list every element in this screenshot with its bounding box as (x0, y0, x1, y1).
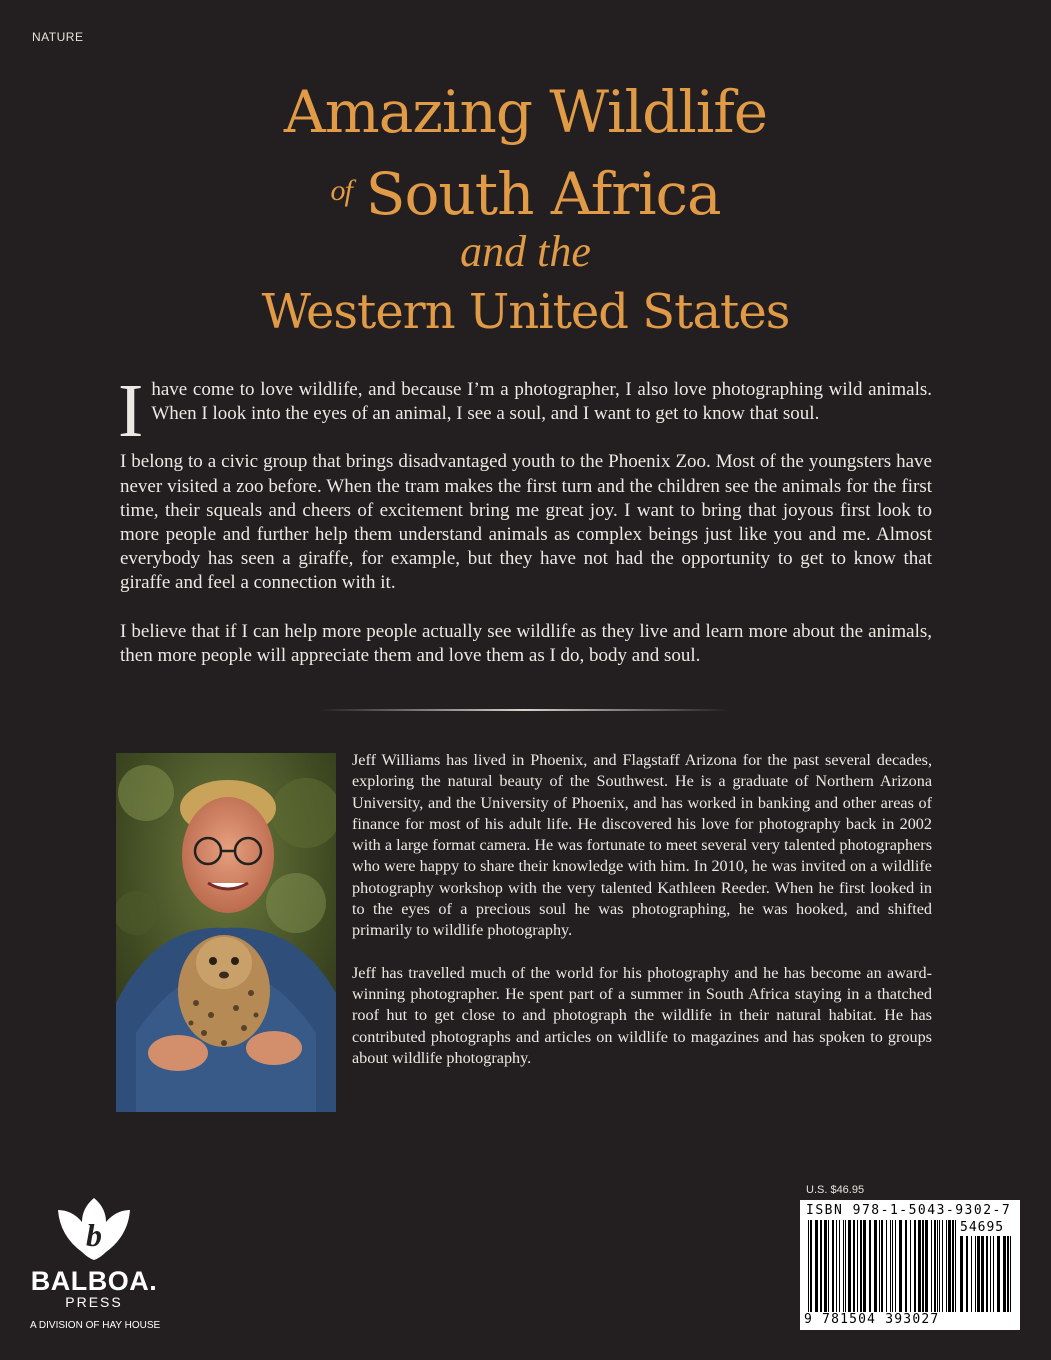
barcode-bar (848, 1220, 851, 1312)
barcode-bar (886, 1220, 887, 1312)
barcode-bar (966, 1236, 968, 1312)
drop-cap: I (118, 369, 144, 453)
isbn-text: ISBN 978-1-5043-9302-7 (806, 1203, 1012, 1218)
author-bio (352, 750, 932, 1090)
addon-number: 54695 (960, 1220, 1005, 1235)
title-of: of (330, 174, 352, 207)
category-label: NATURE (32, 30, 84, 44)
barcode-bar (971, 1236, 972, 1312)
barcode-bars-main (808, 1220, 958, 1312)
title-line-2 (0, 160, 1051, 228)
barcode-bar (839, 1220, 840, 1312)
title-line-1: Amazing Wildlife (283, 78, 768, 146)
barcode-bar (1007, 1236, 1009, 1312)
title-line-4: Western United States (261, 284, 790, 340)
barcode-bar (960, 1236, 963, 1312)
barcode-bar (843, 1220, 844, 1312)
barcode-bar (905, 1220, 907, 1312)
barcode-bar (845, 1220, 846, 1312)
barcode-bar (810, 1220, 812, 1312)
barcode-bar (955, 1220, 956, 1312)
barcode-bar (832, 1220, 834, 1312)
barcode-bar (939, 1220, 940, 1312)
section-divider (318, 709, 730, 711)
barcode-bar (931, 1220, 932, 1312)
publisher-sub: PRESS (65, 1294, 123, 1310)
barcode-bar (815, 1220, 818, 1312)
publisher-logo (28, 1196, 168, 1336)
bio-paragraph-1: Jeff Williams has lived in Phoenix, and Flagstaff Arizona for the past several decades, exploring the natural beauty of the Southwest. He is a graduate of Northern Arizona University, and the University of Phoenix, and has worked in banking and other areas of finance for most of his adult life. He discovered his love for photography back in 2002 with a large format camera. He was fortunate to meet several very talented photographers who were happy to share their knowledge with him. In 2010, he was invited on a wildlife photography workshop with the very talented Kathleen Reeder. When he first looked in to the eyes of a precious soul he was photographing, he was hooked, and shifted primarily to wildlife photography. (352, 751, 932, 940)
barcode-bar (910, 1220, 911, 1312)
intro-paragraph-1 (118, 369, 932, 453)
publisher-division: A DIVISION OF HAY HOUSE (30, 1320, 161, 1331)
barcode-bar (925, 1220, 928, 1312)
isbn-barcode (800, 1200, 1020, 1330)
barcode-bar (1010, 1236, 1011, 1312)
barcode-bar (853, 1220, 855, 1312)
barcode-bar (836, 1220, 837, 1312)
barcode-bar (942, 1220, 943, 1312)
title-south-africa: South Africa (365, 160, 721, 228)
intro-text (118, 369, 932, 692)
barcode-bar (869, 1220, 871, 1312)
intro-paragraph-2: I belong to a civic group that brings disadvantaged youth to the Phoenix Zoo. Most of the youngsters have never visited a zoo before. When the tram makes the first turn and the children see the animals for the first time, their squeals and cheers of excitement bring me great joy. I want to bring that joyous first look to more people and further help them understand animals as complex beings just like you and me. Almost everybody has seen a giraffe, for example, but they have not had the opportunity to get to know that giraffe and feel a connection with it. (120, 451, 932, 594)
barcode-bar (918, 1220, 921, 1312)
barcode-bar (890, 1220, 891, 1312)
barcode-bar (860, 1220, 862, 1312)
intro-paragraph-3: I believe that if I can help more people actually see wildlife as they live and learn more about the animals, then more people will appreciate them and love them as I do, body and soul. (120, 620, 932, 666)
publisher-name: BALBOA. (30, 1266, 158, 1296)
title-line-3: and the (460, 227, 591, 276)
logo-letter: b (86, 1217, 102, 1253)
barcode-bar (948, 1220, 951, 1312)
barcode-bar (993, 1236, 994, 1312)
barcode-bar (975, 1236, 976, 1312)
barcode-bar (1003, 1236, 1006, 1312)
barcode-bar (934, 1220, 936, 1312)
barcode-bar (863, 1220, 866, 1312)
barcode-bar (857, 1220, 858, 1312)
barcode-bar (892, 1220, 893, 1312)
barcode-bar (946, 1220, 947, 1312)
barcode-bar (914, 1220, 916, 1312)
barcode-bar (986, 1236, 988, 1312)
intro-paragraph-1-text: have come to love wildlife, and because I’m a photographer, I also love photographing wild animals. When I look into the eyes of an animal, I see a soul, and I want to get to know that soul. (151, 379, 932, 425)
barcode-bar (997, 1236, 1000, 1312)
author-photo (116, 753, 336, 1112)
barcode-bar (977, 1236, 980, 1312)
barcode-bar (820, 1220, 822, 1312)
price-label: U.S. $46.95 (806, 1184, 865, 1196)
barcode-bar (952, 1220, 954, 1312)
barcode-bar (808, 1220, 809, 1312)
barcode-bar (874, 1220, 877, 1312)
barcode-bar (990, 1236, 991, 1312)
barcode-bar (881, 1220, 883, 1312)
barcode-bar (879, 1220, 880, 1312)
barcode-bar (899, 1220, 902, 1312)
barcode-bar (895, 1220, 896, 1312)
barcode-bar (824, 1220, 827, 1312)
ean-number: 9 781504 393027 (804, 1312, 940, 1327)
barcode-bar (937, 1220, 938, 1312)
barcode-bar (922, 1220, 924, 1312)
barcode-bar (828, 1220, 829, 1312)
barcode-bars-addon (960, 1236, 1014, 1312)
barcode-bar (981, 1236, 984, 1312)
lotus-icon (54, 1196, 134, 1264)
bio-paragraph-2: Jeff has travelled much of the world for his photography and he has become an award-winning photographer. He spent part of a summer in South Africa staying in a thatched roof hut to get close to and photograph the wildlife in their natural habitat. He has contributed photographs and articles on wildlife to magazines and has spoken to groups about wildlife photography. (352, 963, 932, 1067)
